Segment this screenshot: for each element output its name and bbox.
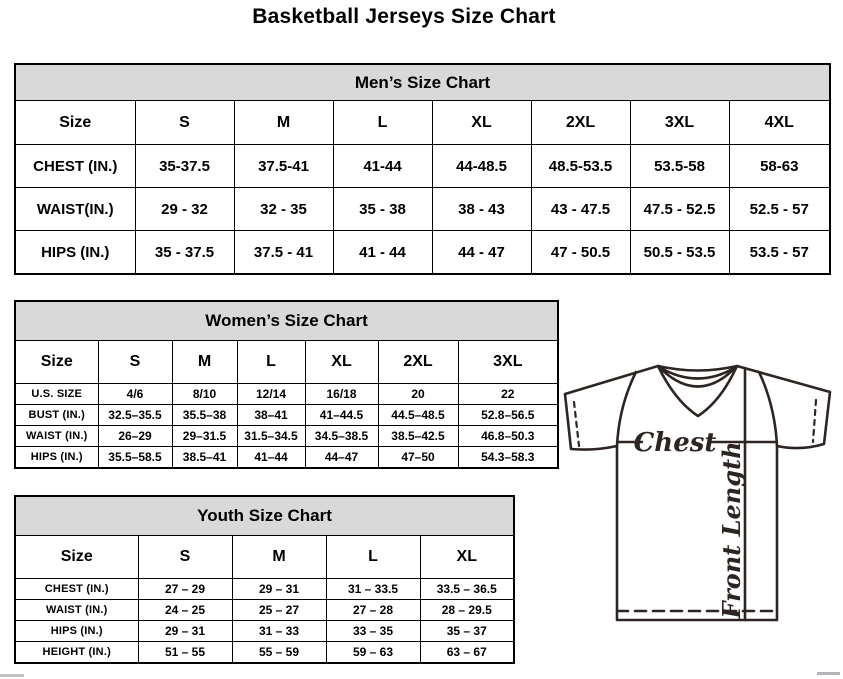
table-cell: 12/14 bbox=[237, 384, 305, 405]
table-cell: 48.5-53.5 bbox=[531, 145, 630, 188]
table-cell: 38–41 bbox=[237, 405, 305, 426]
row-label: BUST (IN.) bbox=[15, 405, 98, 426]
column-header: 2XL bbox=[378, 341, 458, 384]
table-cell: 63 – 67 bbox=[420, 642, 514, 664]
table-cell: 26–29 bbox=[98, 426, 172, 447]
column-header: Size bbox=[15, 341, 98, 384]
table-cell: 29 – 31 bbox=[138, 621, 232, 642]
jersey-outline bbox=[565, 366, 830, 620]
table-row bbox=[15, 447, 558, 469]
column-header: M bbox=[172, 341, 237, 384]
table-cell: 35 - 37.5 bbox=[135, 231, 234, 275]
column-header: 2XL bbox=[531, 101, 630, 145]
table-cell: 54.3–58.3 bbox=[458, 447, 558, 469]
table-cell: 51 – 55 bbox=[138, 642, 232, 664]
table-cell: 16/18 bbox=[305, 384, 378, 405]
table-cell: 31 – 33 bbox=[232, 621, 326, 642]
table-cell: 38 - 43 bbox=[432, 188, 531, 231]
column-header: 3XL bbox=[630, 101, 729, 145]
table-cell: 33.5 – 36.5 bbox=[420, 579, 514, 600]
table-cell: 35 – 37 bbox=[420, 621, 514, 642]
table-cell: 29–31.5 bbox=[172, 426, 237, 447]
table-cell: 35.5–58.5 bbox=[98, 447, 172, 469]
table-row bbox=[15, 642, 514, 664]
table-cell: 53.5-58 bbox=[630, 145, 729, 188]
table-cell: 52.8–56.5 bbox=[458, 405, 558, 426]
column-header: S bbox=[138, 536, 232, 579]
jersey-diagram bbox=[556, 358, 843, 624]
column-header: 4XL bbox=[729, 101, 830, 145]
table-cell: 59 – 63 bbox=[326, 642, 420, 664]
column-header: M bbox=[234, 101, 333, 145]
scrollbar-fragment-right[interactable] bbox=[817, 672, 840, 675]
mens-table-title: Men’s Size Chart bbox=[15, 64, 830, 101]
row-label: U.S. SIZE bbox=[15, 384, 98, 405]
column-header: XL bbox=[432, 101, 531, 145]
table-cell: 24 – 25 bbox=[138, 600, 232, 621]
table-cell: 22 bbox=[458, 384, 558, 405]
table-cell: 52.5 - 57 bbox=[729, 188, 830, 231]
table-cell: 34.5–38.5 bbox=[305, 426, 378, 447]
womens-table-title: Women’s Size Chart bbox=[15, 301, 558, 341]
table-cell: 29 – 31 bbox=[232, 579, 326, 600]
table-cell: 37.5 - 41 bbox=[234, 231, 333, 275]
table-cell: 47.5 - 52.5 bbox=[630, 188, 729, 231]
table-cell: 38.5–41 bbox=[172, 447, 237, 469]
row-label: HIPS (IN.) bbox=[15, 621, 138, 642]
youth-table-title: Youth Size Chart bbox=[15, 496, 514, 536]
table-cell: 27 – 28 bbox=[326, 600, 420, 621]
chest-label: Chest bbox=[633, 428, 717, 458]
table-row bbox=[15, 621, 514, 642]
row-label: WAIST(IN.) bbox=[15, 188, 135, 231]
row-label: WAIST (IN.) bbox=[15, 426, 98, 447]
table-row bbox=[15, 384, 558, 405]
table-cell: 8/10 bbox=[172, 384, 237, 405]
table-row bbox=[15, 188, 830, 231]
row-label: HEIGHT (IN.) bbox=[15, 642, 138, 664]
table-cell: 37.5-41 bbox=[234, 145, 333, 188]
row-label: HIPS (IN.) bbox=[15, 447, 98, 469]
table-cell: 29 - 32 bbox=[135, 188, 234, 231]
table-row bbox=[15, 231, 830, 275]
table-cell: 44.5–48.5 bbox=[378, 405, 458, 426]
column-header: XL bbox=[420, 536, 514, 579]
table-cell: 43 - 47.5 bbox=[531, 188, 630, 231]
column-header: M bbox=[232, 536, 326, 579]
table-cell: 35-37.5 bbox=[135, 145, 234, 188]
column-header: S bbox=[98, 341, 172, 384]
table-cell: 31.5–34.5 bbox=[237, 426, 305, 447]
table-cell: 28 – 29.5 bbox=[420, 600, 514, 621]
table-cell: 4/6 bbox=[98, 384, 172, 405]
column-header: L bbox=[333, 101, 432, 145]
table-cell: 47–50 bbox=[378, 447, 458, 469]
table-cell: 41–44 bbox=[237, 447, 305, 469]
table-cell: 35.5–38 bbox=[172, 405, 237, 426]
table-cell: 41 - 44 bbox=[333, 231, 432, 275]
table-cell: 25 – 27 bbox=[232, 600, 326, 621]
front-length-label: Front Length bbox=[717, 441, 746, 619]
table-cell: 32 - 35 bbox=[234, 188, 333, 231]
table-row bbox=[15, 579, 514, 600]
table-row bbox=[15, 145, 830, 188]
column-header: L bbox=[237, 341, 305, 384]
mens-size-table bbox=[14, 63, 829, 275]
table-cell: 41–44.5 bbox=[305, 405, 378, 426]
column-header: Size bbox=[15, 101, 135, 145]
column-header: Size bbox=[15, 536, 138, 579]
table-cell: 44–47 bbox=[305, 447, 378, 469]
scrollbar-fragment-left[interactable] bbox=[0, 674, 24, 677]
table-cell: 50.5 - 53.5 bbox=[630, 231, 729, 275]
table-row bbox=[15, 426, 558, 447]
row-label: CHEST (IN.) bbox=[15, 579, 138, 600]
table-cell: 20 bbox=[378, 384, 458, 405]
column-header: XL bbox=[305, 341, 378, 384]
table-cell: 53.5 - 57 bbox=[729, 231, 830, 275]
column-header: S bbox=[135, 101, 234, 145]
table-cell: 58-63 bbox=[729, 145, 830, 188]
table-cell: 55 – 59 bbox=[232, 642, 326, 664]
youth-size-table bbox=[14, 495, 513, 664]
column-header: L bbox=[326, 536, 420, 579]
table-cell: 47 - 50.5 bbox=[531, 231, 630, 275]
row-label: CHEST (IN.) bbox=[15, 145, 135, 188]
row-label: WAIST (IN.) bbox=[15, 600, 138, 621]
table-row bbox=[15, 405, 558, 426]
womens-size-table bbox=[14, 300, 557, 469]
row-label: HIPS (IN.) bbox=[15, 231, 135, 275]
table-row bbox=[15, 600, 514, 621]
table-cell: 31 – 33.5 bbox=[326, 579, 420, 600]
table-cell: 41-44 bbox=[333, 145, 432, 188]
table-cell: 44-48.5 bbox=[432, 145, 531, 188]
table-cell: 32.5–35.5 bbox=[98, 405, 172, 426]
page-title: Basketball Jerseys Size Chart bbox=[252, 5, 556, 28]
column-header: 3XL bbox=[458, 341, 558, 384]
table-cell: 46.8–50.3 bbox=[458, 426, 558, 447]
table-cell: 44 - 47 bbox=[432, 231, 531, 275]
table-cell: 33 – 35 bbox=[326, 621, 420, 642]
table-cell: 27 – 29 bbox=[138, 579, 232, 600]
table-cell: 35 - 38 bbox=[333, 188, 432, 231]
table-cell: 38.5–42.5 bbox=[378, 426, 458, 447]
